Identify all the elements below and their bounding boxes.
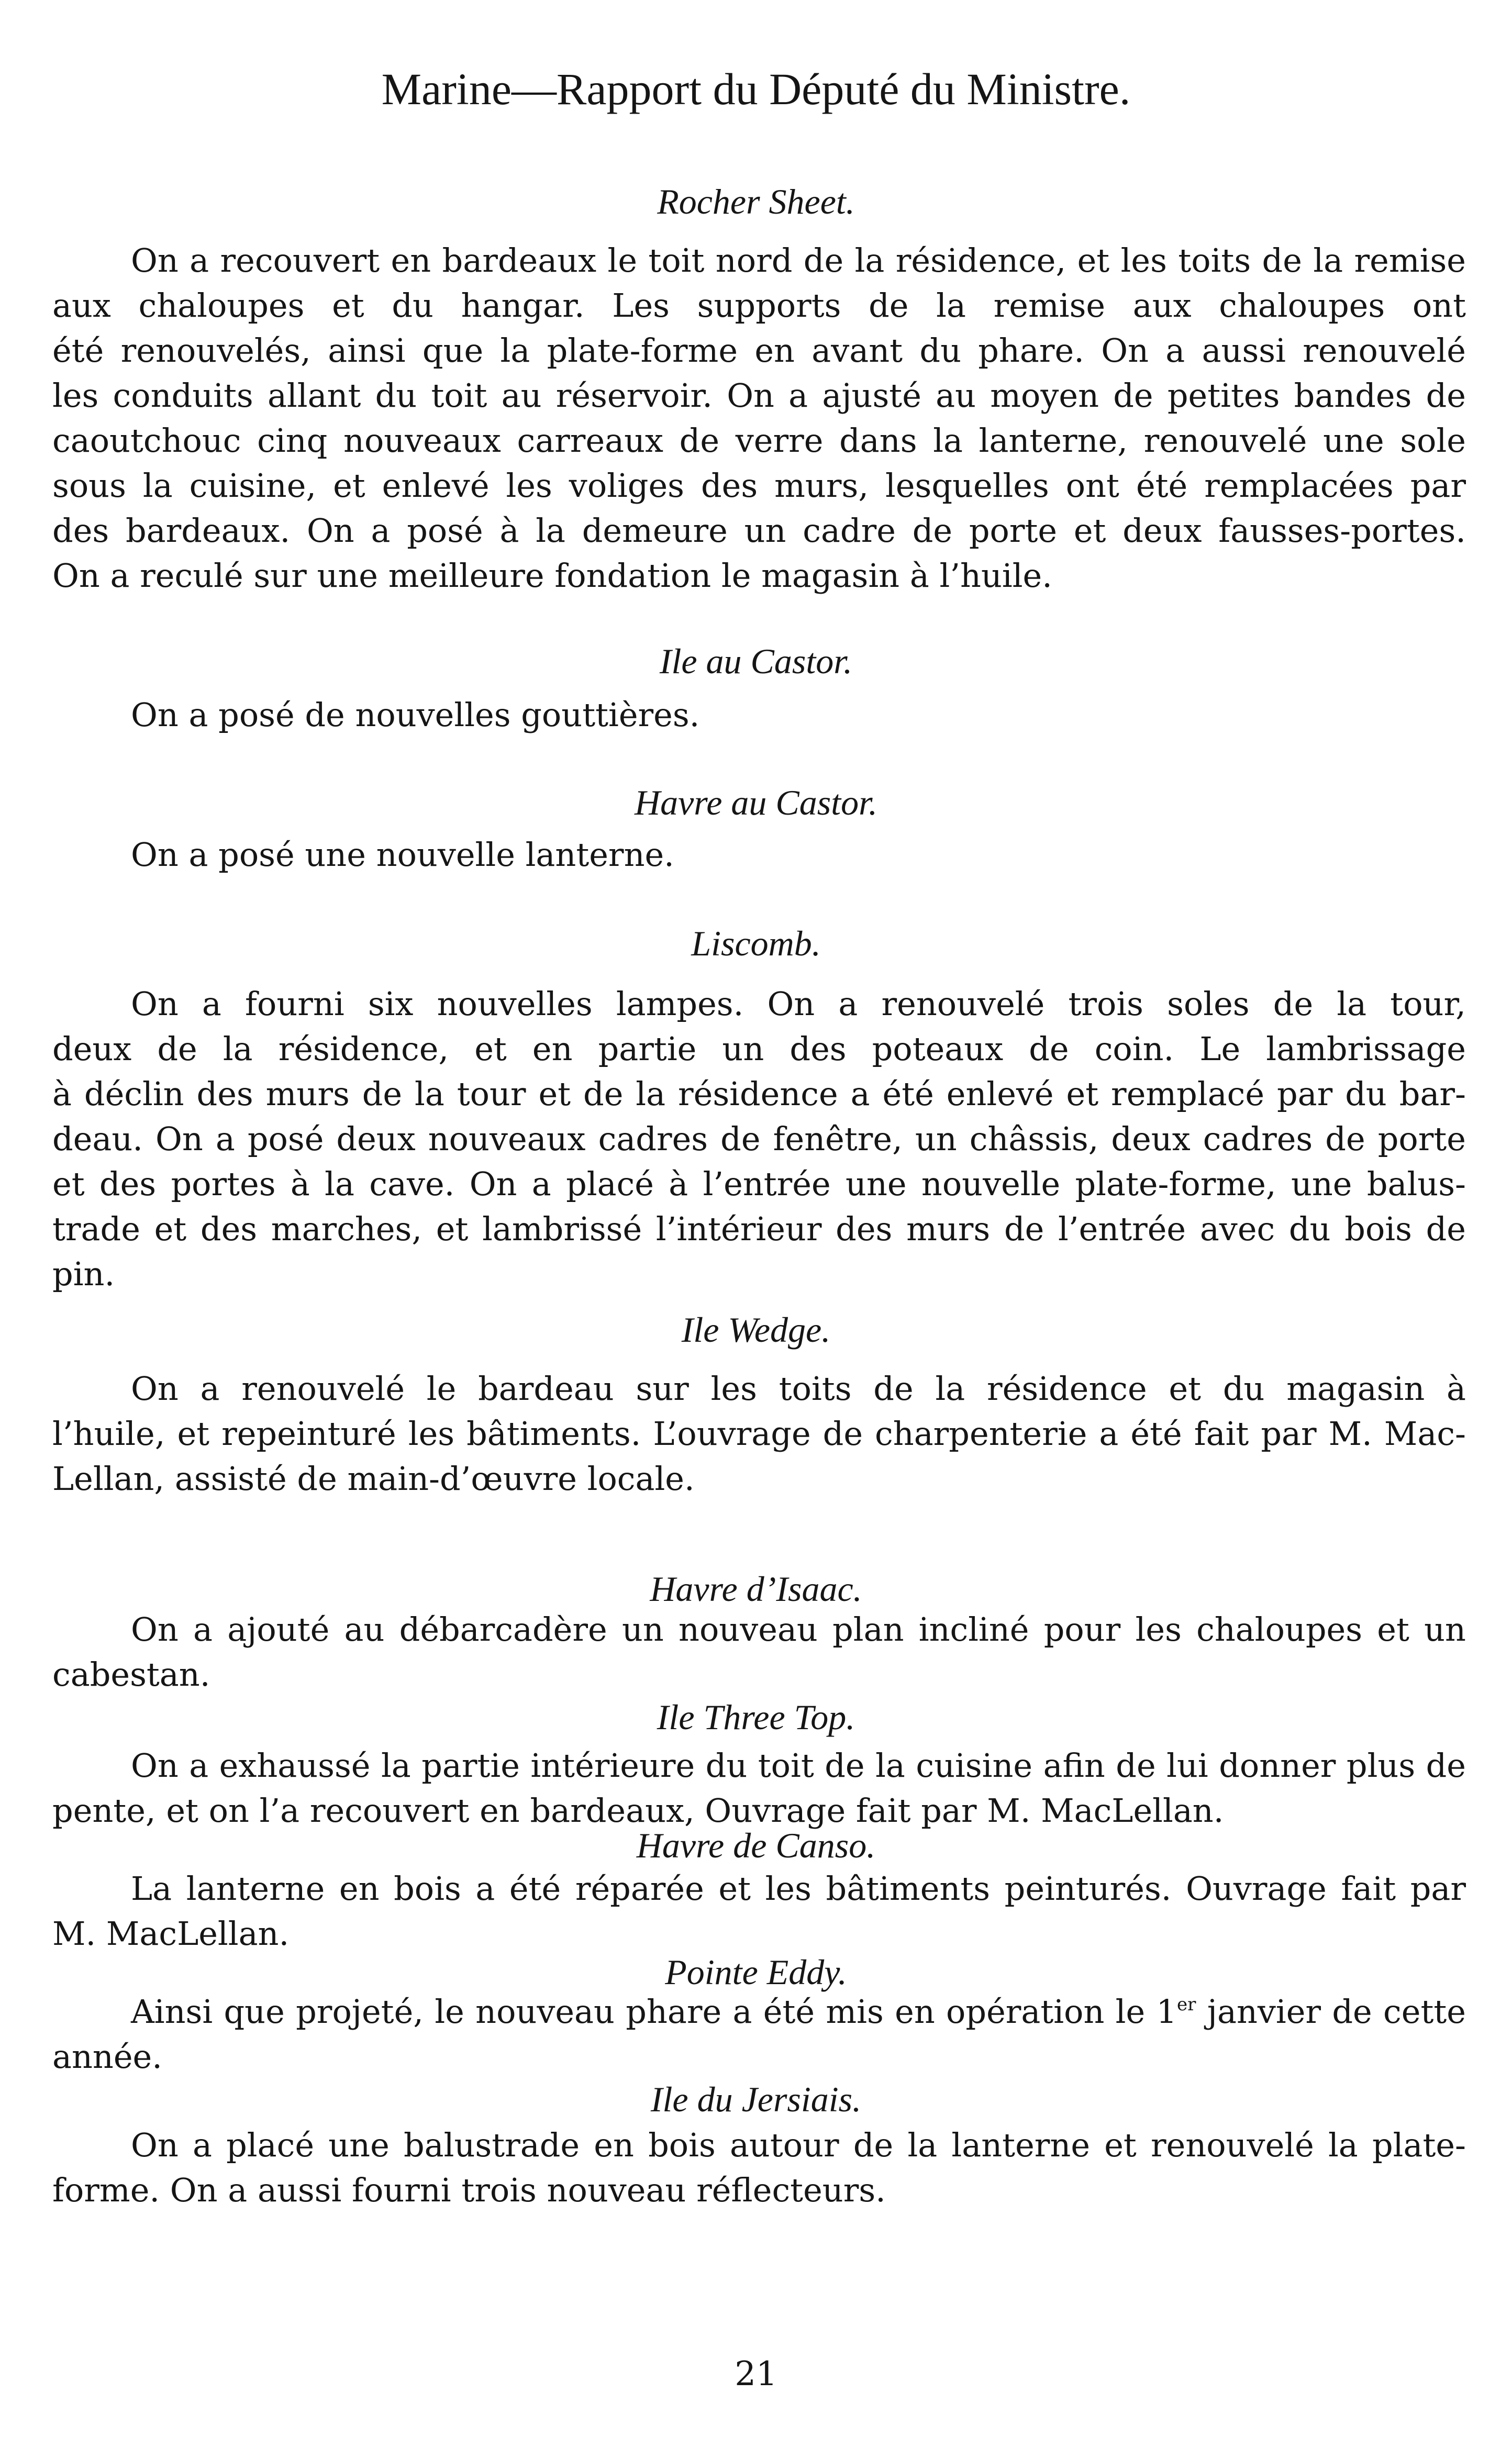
text-line: On a fourni six nouvelles lampes. On a renouvelé trois soles de la tour, (131, 985, 1466, 1023)
text-line: Lellan, assisté de main-d’œuvre locale. (52, 1460, 695, 1498)
text-line: pente, et on l’a recouvert en bardeaux, Ouvrage fait par M. MacLellan. (52, 1791, 1224, 1830)
section-paragraph (52, 1866, 1466, 1956)
text-line: pin. (52, 1255, 115, 1293)
text-line: trade et des marches, et lambrissé l’intérieur des murs de l’entrée avec du bois de (52, 1210, 1466, 1248)
section-paragraph (52, 693, 1466, 738)
text-line: l’huile, et repeinturé les bâtiments. L’ouvrage de charpenterie a été fait par M. Mac- (52, 1415, 1466, 1453)
section-paragraph (52, 1743, 1466, 1833)
text-line: La lanterne en bois a été réparée et les bâtiments peinturés. Ouvrage fait par (131, 1869, 1466, 1908)
text-line: sous la cuisine, et enlevé les voliges des murs, lesquelles ont été remplacées par (52, 466, 1466, 505)
section-heading: Pointe Eddy. (665, 1952, 847, 1992)
section-paragraph (52, 832, 1466, 877)
text-fragment: Ainsi que projeté, le nouveau phare a été mis en opération le 1 (131, 1992, 1177, 2031)
section-heading: Ile au Castor. (659, 641, 853, 681)
text-line (52, 1989, 1466, 2034)
superscript: er (1176, 1994, 1196, 2016)
text-line: On a reculé sur une meilleure fondation le magasin à l’huile. (52, 556, 1052, 595)
section-paragraph (52, 982, 1466, 1297)
text-line: et des portes à la cave. On a placé à l’entrée une nouvelle plate-forme, une balus- (52, 1165, 1466, 1203)
page-number: 21 (735, 2355, 777, 2394)
text-line: les conduits allant du toit au réservoir. On a ajusté au moyen de petites bandes de (52, 376, 1466, 415)
text-line: On a posé de nouvelles gouttières. (131, 696, 700, 734)
section-heading: Rocher Sheet. (657, 182, 855, 221)
text-line: On a ajouté au débarcadère un nouveau plan incliné pour les chaloupes et un (131, 1610, 1466, 1649)
section-heading: Havre d’Isaac. (650, 1569, 862, 1609)
section-heading: Ile Wedge. (681, 1310, 831, 1350)
text-line: forme. On a aussi fourni trois nouveau réflecteurs. (52, 2171, 886, 2209)
text-line: année. (52, 2038, 162, 2076)
text-line: On a renouvelé le bardeau sur les toits de la résidence et du magasin à (131, 1370, 1466, 1408)
text-line: des bardeaux. On a posé à la demeure un cadre de porte et deux fausses-portes. (52, 511, 1466, 550)
text-line: On a exhaussé la partie intérieure du toit de la cuisine afin de lui donner plus de (131, 1746, 1466, 1785)
section-paragraph (52, 238, 1466, 598)
text-fragment: janvier de cette (1196, 1992, 1466, 2031)
section-heading: Ile du Jersiais. (650, 2079, 862, 2119)
text-line: deau. On a posé deux nouveaux cadres de fenêtre, un châssis, deux cadres de porte (52, 1120, 1466, 1158)
text-line: M. MacLellan. (52, 1914, 290, 1953)
section-paragraph (52, 1607, 1466, 1697)
text-line: été renouvelés, ainsi que la plate-forme en avant du phare. On a aussi renouvelé (52, 331, 1466, 370)
text-line: cabestan. (52, 1655, 210, 1694)
text-line: caoutchouc cinq nouveaux carreaux de verre dans la lanterne, renouvelé une sole (52, 421, 1466, 460)
section-heading: Liscomb. (691, 923, 821, 963)
section-paragraph (52, 1989, 1466, 2079)
text-line: deux de la résidence, et en partie un des poteaux de coin. Le lambrissage (52, 1030, 1466, 1068)
running-header: Marine—Rapport du Député du Ministre. (381, 64, 1131, 114)
section-heading: Havre de Canso. (636, 1825, 876, 1865)
text-line: On a posé une nouvelle lanterne. (131, 836, 674, 874)
text-line: On a recouvert en bardeaux le toit nord de la résidence, et les toits de la remise (131, 241, 1466, 280)
text-line: aux chaloupes et du hangar. Les supports de la remise aux chaloupes ont (52, 286, 1466, 325)
section-heading: Havre au Castor. (634, 783, 878, 822)
section-paragraph (52, 2123, 1466, 2213)
section-paragraph (52, 1366, 1466, 1501)
section-heading: Ile Three Top. (657, 1697, 855, 1737)
text-line: à déclin des murs de la tour et de la résidence a été enlevé et remplacé par du bar- (52, 1075, 1466, 1113)
text-line: On a placé une balustrade en bois autour de la lanterne et renouvelé la plate- (131, 2126, 1466, 2164)
